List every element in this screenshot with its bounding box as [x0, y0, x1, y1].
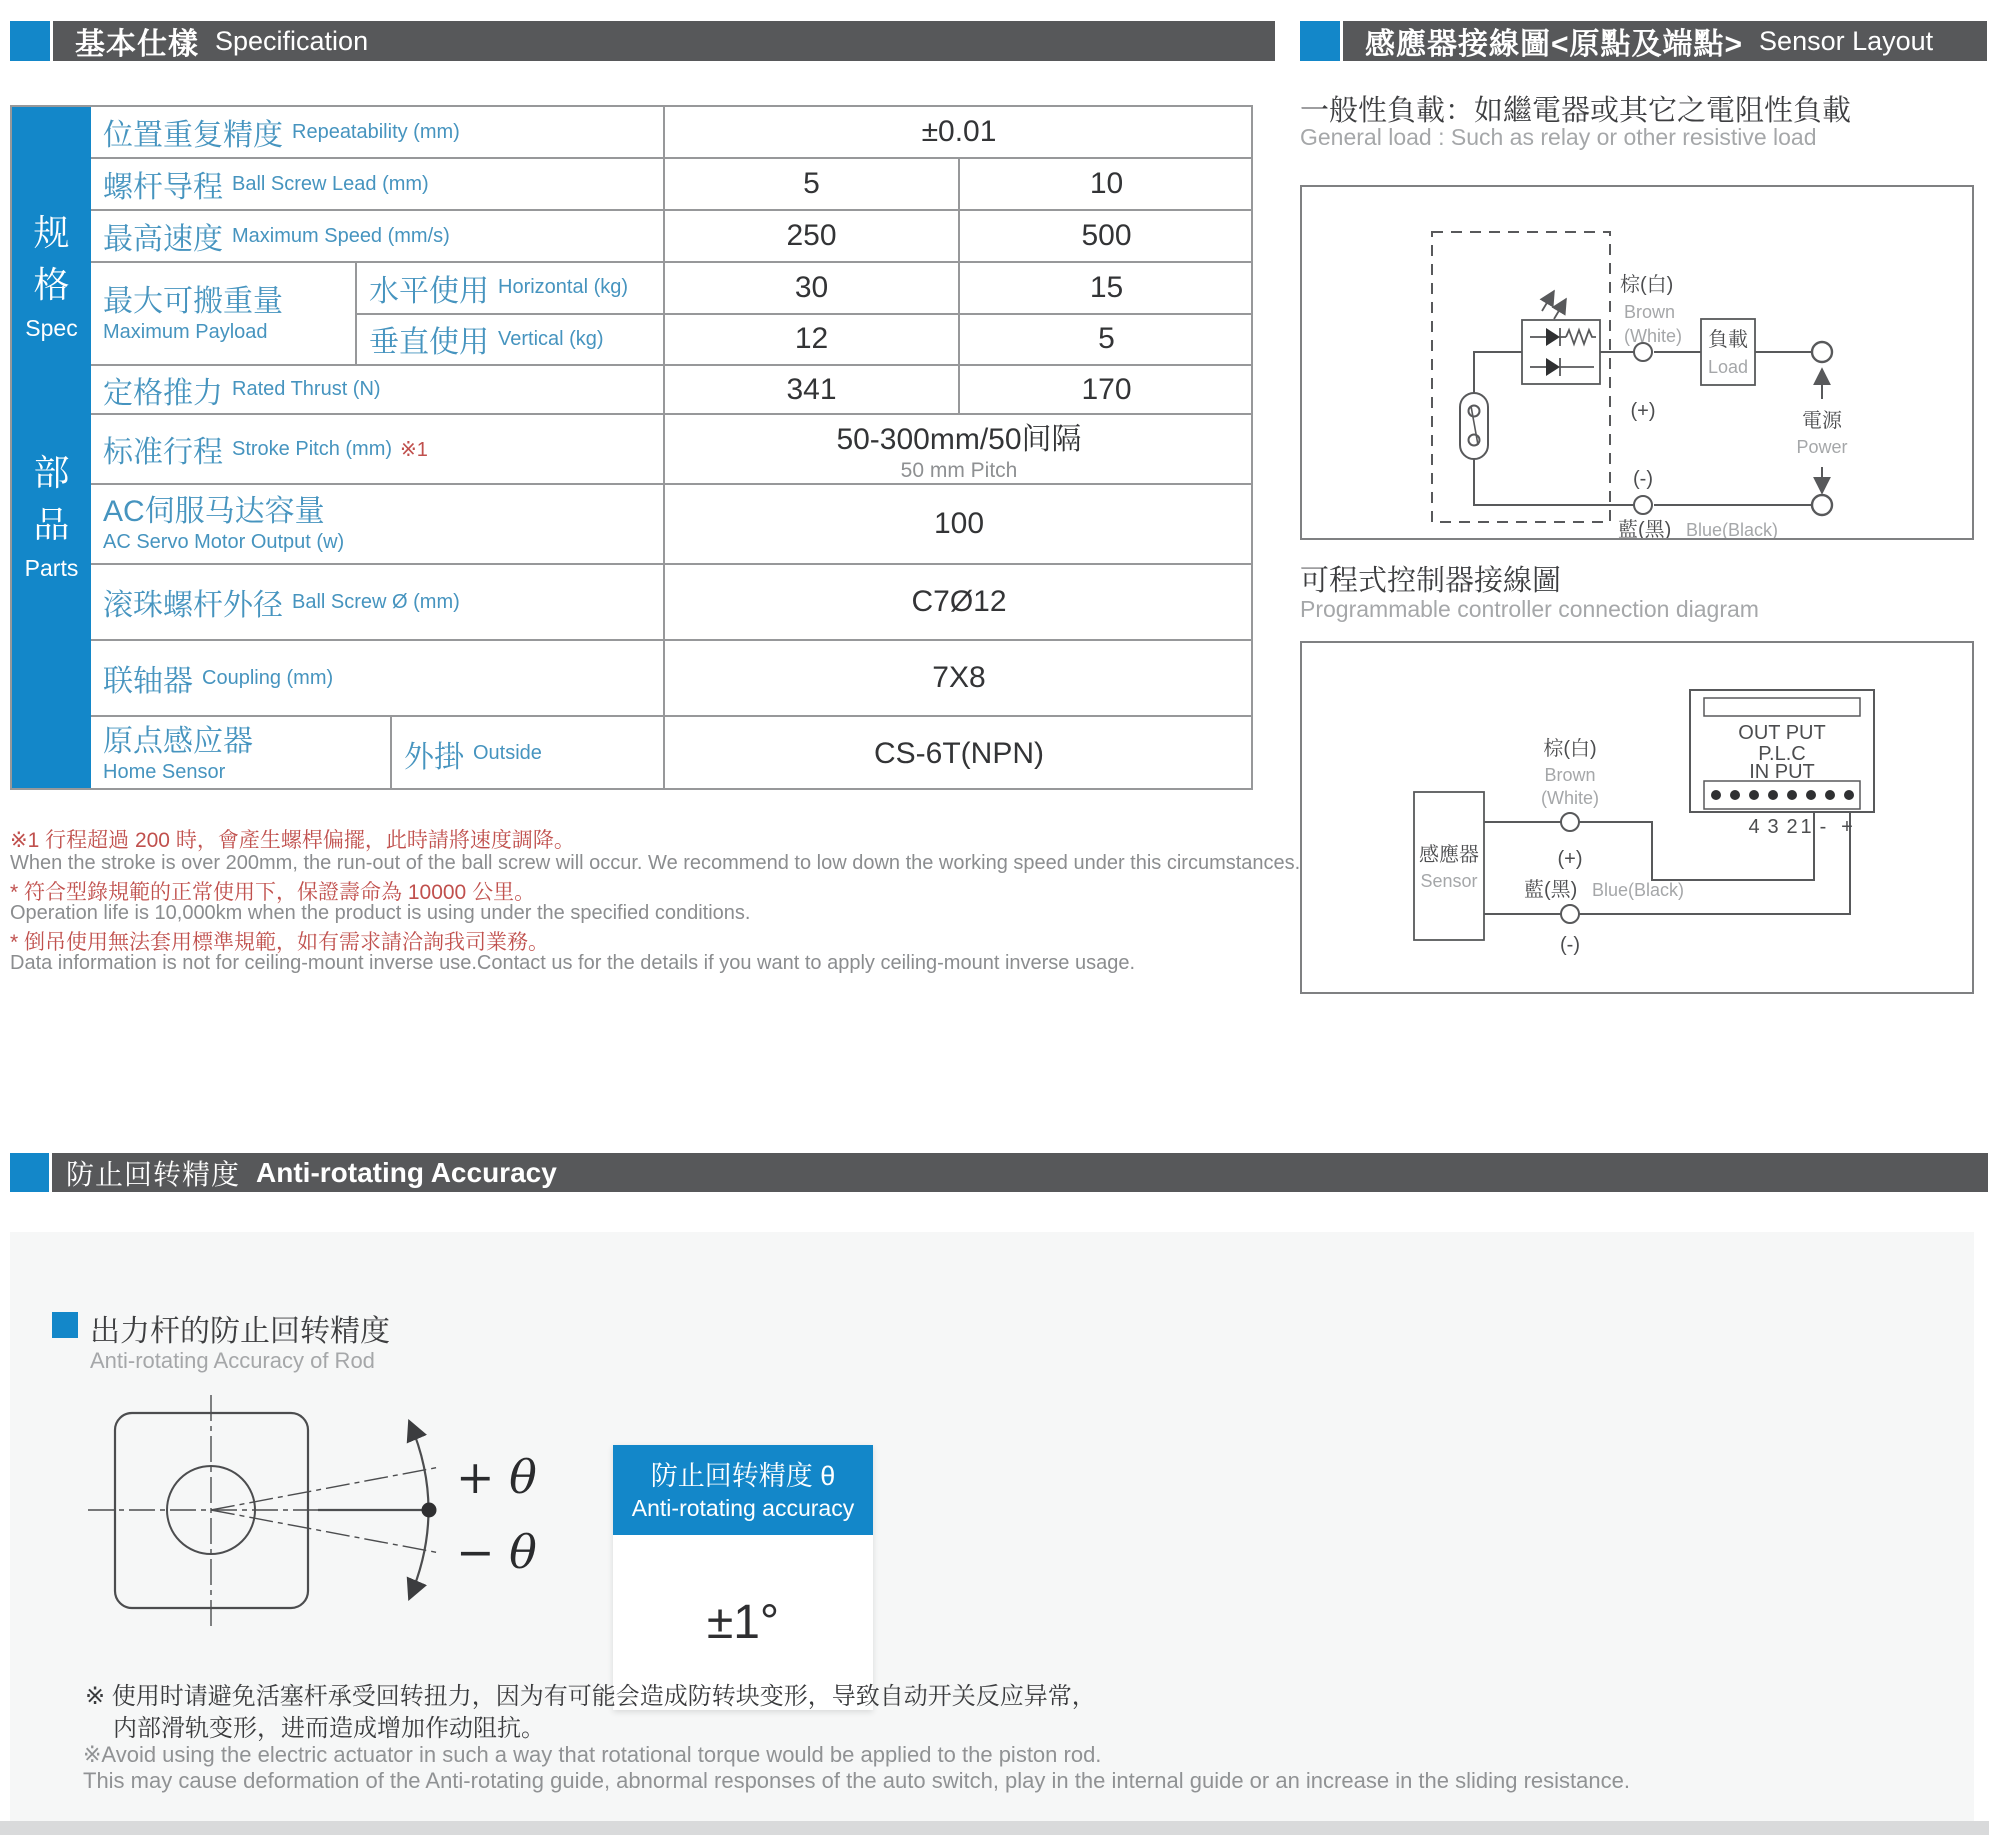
- row-label-zh: 最高速度: [103, 223, 223, 256]
- accuracy-value: ±1°: [706, 1596, 780, 1649]
- row-value-1: 30: [794, 270, 829, 304]
- sensor-header-title-en: Sensor Layout: [1759, 25, 1934, 56]
- wire-label-brown-en: Brown: [1624, 302, 1676, 322]
- general-load-diagram-box: [1300, 185, 1974, 540]
- table-row: [91, 565, 1253, 641]
- anti-rotating-header-zh: 防止回转精度: [66, 1158, 241, 1190]
- table-row: [91, 641, 1253, 717]
- row-label-en: AC Servo Motor Output (w): [103, 531, 345, 553]
- anti-rotating-header-accent-square: [10, 1153, 49, 1192]
- sub-label-zh: 水平使用: [369, 274, 489, 308]
- bottom-note-en-2: This may cause deformation of the Anti-rotating guide, abnormal responses of the auto switch, play in the internal guide or an increase in the sliding resistance.: [83, 1768, 1630, 1793]
- row-label-en: Ball Screw Ø (mm): [292, 590, 460, 613]
- spec-table-side-band: [12, 107, 91, 788]
- wire-label-blue-zh: 藍(黑): [1618, 519, 1672, 538]
- diode-triangle-icon: [1546, 358, 1560, 376]
- wire-label-minus: (-): [1560, 934, 1580, 956]
- anti-rotating-subtitle-en: Anti-rotating Accuracy of Rod: [90, 1348, 375, 1373]
- spec-header-title-zh: 基本仕樣: [75, 28, 199, 61]
- terminal-label-minus: -: [1819, 816, 1827, 838]
- wire-label-plus: (+): [1557, 848, 1583, 870]
- plc-title-en: Programmable controller connection diagram: [1300, 596, 1759, 622]
- bottom-note-zh-2: 内部滑轨变形，进而造成增加作动阻抗。: [113, 1715, 545, 1742]
- terminal-label-3: 3: [1767, 816, 1779, 838]
- table-row: [357, 315, 1253, 365]
- row-value-1: 250: [786, 219, 837, 252]
- row-label-zh: 联轴器: [103, 665, 193, 698]
- subtitle-accent-square: [52, 1312, 78, 1338]
- row-label-footnote-mark: ※1: [400, 438, 428, 461]
- anti-rotating-header-bar: [52, 1153, 1988, 1192]
- row-value: 7X8: [932, 661, 986, 694]
- plc-terminal-strip: [1704, 781, 1860, 809]
- load-label-zh: 負載: [1708, 329, 1748, 351]
- accuracy-card-title-zh: 防止回转精度 θ: [650, 1461, 836, 1491]
- sub-label-zh: 垂直使用: [369, 326, 489, 360]
- minus-terminal-dot: [1561, 905, 1579, 923]
- side-parts-en: Parts: [24, 555, 79, 581]
- sub-label-en: Vertical (kg): [498, 327, 604, 350]
- side-parts-zh2: 品: [33, 504, 70, 545]
- sensor-header-accent-square: [1300, 21, 1340, 61]
- table-row: [91, 366, 1253, 415]
- row-label-zh: 标准行程: [103, 436, 223, 469]
- row-value-2: 170: [958, 366, 1253, 413]
- row-value-1: 341: [786, 372, 837, 406]
- spec-header-bar: [53, 21, 1275, 61]
- plus-theta-line: [211, 1467, 440, 1510]
- sensor-header-title-zh: 感應器接線圖<原點及端點>: [1365, 28, 1744, 61]
- anti-rotating-subtitle-zh: 出力杆的防止回转精度: [90, 1315, 390, 1348]
- side-spec-zh2: 格: [33, 264, 70, 305]
- terminal-label-4: 4: [1748, 816, 1760, 838]
- row-label-zh: 滚珠螺杆外径: [103, 589, 283, 622]
- wire-label-white-en: (White): [1541, 788, 1599, 808]
- sub-label-en: Outside: [473, 742, 542, 764]
- footnote-zh-3: * 倒吊使用無法套用標準規範，如有需求請洽詢我司業務。: [10, 931, 550, 954]
- side-group-parts: [12, 447, 91, 585]
- plus-terminal-dot: [1561, 813, 1579, 831]
- group-label-zh: 最大可搬重量: [103, 284, 283, 318]
- row-value: 50-300mm/50间隔: [836, 423, 1082, 456]
- row-label-zh: AC伺服马达容量: [103, 495, 325, 528]
- table-row-group-payload: [91, 263, 1253, 366]
- rod-tip-dot: [422, 1503, 437, 1518]
- plc-title-zh: 可程式控制器接線圖: [1300, 565, 1562, 597]
- wire-label-minus: (-): [1633, 468, 1653, 490]
- wire-label-brown-en: Brown: [1544, 765, 1596, 785]
- wire-label-white-en: (White): [1624, 326, 1682, 346]
- plus-theta-label: + θ: [456, 1450, 537, 1504]
- side-spec-zh1: 规: [33, 212, 70, 253]
- row-value: ±0.01: [921, 115, 997, 148]
- sensor-dashed-boundary: [1432, 232, 1610, 522]
- table-row: [91, 107, 1253, 159]
- minus-theta-label: − θ: [456, 1525, 537, 1579]
- led-triangle-icon: [1546, 328, 1560, 346]
- wire-label-plus: (+): [1630, 400, 1656, 422]
- row-value-sub: 50 mm Pitch: [900, 459, 1018, 482]
- terminal-label-2: 2: [1786, 816, 1798, 838]
- table-row: [91, 717, 1253, 790]
- spec-header-title-en: Specification: [215, 25, 369, 56]
- resistor-icon: [1566, 330, 1596, 344]
- sub-label-en: Horizontal (kg): [498, 276, 629, 299]
- load-label-en: Load: [1707, 357, 1749, 377]
- general-load-title-zh: 一般性負載：如繼電器或其它之電阻性負載: [1300, 95, 1852, 127]
- plc-circuit-diagram: [1302, 643, 1972, 992]
- group-label-en: Maximum Payload: [103, 320, 268, 343]
- row-value: 100: [933, 507, 985, 540]
- sensor-box: [1414, 792, 1484, 940]
- row-label-en: Repeatability (mm): [292, 120, 460, 143]
- accuracy-card: [613, 1445, 873, 1710]
- row-label-zh: 螺杆导程: [103, 171, 223, 204]
- minus-theta-line: [211, 1510, 440, 1553]
- row-label-en: Coupling (mm): [202, 666, 334, 689]
- sensor-header-bar: [1343, 21, 1987, 61]
- general-load-circuit-diagram: [1302, 187, 1972, 538]
- minus-terminal-dot: [1634, 496, 1652, 514]
- table-row: [91, 485, 1253, 565]
- wire-label-blue-en: Blue(Black): [1592, 880, 1685, 900]
- side-spec-en: Spec: [25, 315, 78, 341]
- footnote-en-2: Operation life is 10,000km when the product is using under the specified conditions.: [10, 902, 751, 924]
- spec-table: [10, 105, 1253, 790]
- row-value-2: 5: [958, 315, 1253, 365]
- row-label-zh: 原点感应器: [103, 724, 253, 758]
- wire-label-brown-zh: 棕(白): [1543, 738, 1597, 760]
- terminal-label-1: 1: [1800, 816, 1812, 838]
- accuracy-card-header: [613, 1445, 873, 1535]
- footnote-zh-1: ※1 行程超過 200 時，會產生螺桿偏擺，此時請將速度調降。: [10, 829, 575, 852]
- power-label-zh: 電源: [1802, 410, 1842, 432]
- page-bottom-strip: [0, 1821, 1989, 1835]
- table-row: [91, 415, 1253, 485]
- row-label-zh: 定格推力: [103, 376, 223, 410]
- table-row: [91, 211, 1253, 263]
- row-value-2: 500: [958, 211, 1253, 261]
- plc-top-bar: [1704, 698, 1860, 716]
- plc-label-plc: P.L.C: [1758, 743, 1806, 765]
- wire-label-brown-zh: 棕(白): [1620, 274, 1674, 296]
- row-label-zh: 位置重复精度: [103, 119, 283, 152]
- row-label-en: Maximum Speed (mm/s): [232, 224, 450, 247]
- row-value-1: 12: [794, 322, 829, 356]
- row-value-2: 15: [958, 263, 1253, 313]
- wire-label-blue-en: Blue(Black): [1686, 520, 1779, 538]
- footnote-en-3: Data information is not for ceiling-mount inverse use.Contact us for the details if you want to apply ceiling-mount inverse usage.: [10, 952, 1136, 974]
- bottom-note-en-1: ※Avoid using the electric actuator in such a way that rotational torque would be applied to the piston rod.: [83, 1742, 1102, 1767]
- wire-label-blue-zh: 藍(黑): [1524, 879, 1578, 901]
- power-label-en: Power: [1796, 437, 1848, 457]
- plc-label-input: IN PUT: [1749, 761, 1815, 783]
- plc-label-output: OUT PUT: [1738, 722, 1826, 744]
- sub-label-zh: 外掛: [404, 740, 464, 774]
- sensor-label-en: Sensor: [1420, 871, 1478, 891]
- anti-rotating-header-en: Anti-rotating Accuracy: [256, 1156, 557, 1188]
- row-value-1: 5: [803, 167, 820, 200]
- spec-header-accent-square: [10, 21, 50, 61]
- sensor-label-zh: 感應器: [1419, 844, 1479, 866]
- power-terminal-top: [1812, 342, 1832, 362]
- table-row: [357, 263, 1253, 315]
- accuracy-card-title-en: Anti-rotating accuracy: [631, 1495, 855, 1521]
- footnote-en-1: When the stroke is over 200mm, the run-out of the ball screw will occur. We recommend to low down the working speed under this circumstances.: [10, 852, 1301, 874]
- rod-rotation-diagram: [78, 1393, 578, 1638]
- row-value-2: 10: [958, 159, 1253, 209]
- plc-terminal-dots: [1711, 790, 1854, 800]
- table-row: [91, 159, 1253, 211]
- plc-diagram-box: [1300, 641, 1974, 994]
- bottom-note-zh-1: ※ 使用时请避免活塞杆承受回转扭力，因为有可能会造成防转块变形，导致自动开关反应异常，: [85, 1683, 1096, 1710]
- row-value: CS-6T(NPN): [874, 736, 1044, 770]
- side-group-spec: [12, 207, 91, 345]
- led-emission-arrow: [1554, 299, 1566, 319]
- row-label-en: Ball Screw Lead (mm): [232, 172, 429, 195]
- row-label-en: Home Sensor: [103, 760, 226, 783]
- general-load-title-en: General load : Such as relay or other resistive load: [1300, 124, 1817, 150]
- power-terminal-bottom: [1812, 495, 1832, 515]
- terminal-label-plus: +: [1841, 816, 1853, 838]
- footnote-zh-2: * 符合型錄規範的正常使用下，保證壽命為 10000 公里。: [10, 881, 536, 904]
- row-label-en: Stroke Pitch (mm): [232, 437, 393, 460]
- led-emission-arrow: [1542, 291, 1554, 311]
- row-label-en: Rated Thrust (N): [232, 378, 381, 400]
- side-parts-zh1: 部: [33, 452, 70, 493]
- row-value: C7Ø12: [911, 585, 1007, 618]
